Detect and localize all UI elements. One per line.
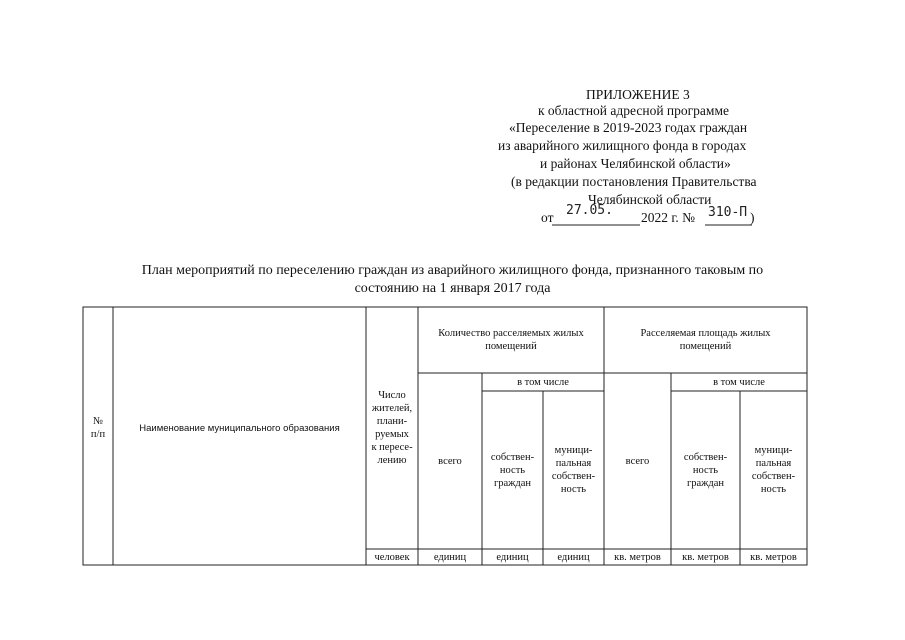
appendix-label: ПРИЛОЖЕНИЕ 3: [586, 87, 690, 102]
header-line-4: и районах Челябинской области»: [540, 156, 731, 171]
document-title-line-1: План мероприятий по переселению граждан из аварийного жилищного фонда, признанного таковым по: [141, 263, 764, 278]
unit-residents: человек: [374, 551, 410, 563]
incl-count-header: в том числе: [517, 376, 569, 388]
date-suffix: 2022 г. №: [641, 210, 696, 225]
group-count-header: Количество расселяемых жилых помещений: [438, 328, 584, 352]
unit-area-municipal: кв. метров: [750, 551, 797, 563]
unit-count-municipal: единиц: [557, 551, 590, 563]
date-prefix: от: [541, 210, 554, 225]
header-line-1: к областной адресной программе: [538, 103, 729, 118]
handwritten-number: 310-П: [708, 205, 748, 220]
closing-parenthesis: ): [750, 210, 755, 225]
unit-count-total: единиц: [433, 551, 467, 563]
count-municipal-header: муници- пальная собствен- ность: [551, 445, 596, 495]
header-line-6: Челябинской области: [588, 192, 712, 207]
area-municipal-header: муници- пальная собствен- ность: [751, 445, 796, 495]
header-line-3: из аварийного жилищного фонда в городах: [498, 138, 747, 153]
col-name-header: Наименование муниципального образования: [139, 422, 340, 434]
handwritten-date: 27.05.: [566, 203, 613, 218]
unit-count-citizens: единиц: [496, 551, 529, 563]
unit-area-citizens: кв. метров: [682, 551, 729, 563]
incl-area-header: в том числе: [713, 376, 765, 388]
area-total-header: всего: [625, 455, 650, 467]
header-line-2: «Переселение в 2019-2023 годах граждан: [509, 120, 748, 135]
col-number-header: № п/п: [90, 416, 106, 440]
count-citizens-header: собствен- ность граждан: [490, 451, 535, 489]
group-area-header: Расселяемая площадь жилых помещений: [640, 328, 771, 352]
header-line-5: (в редакции постановления Правительства: [511, 174, 757, 189]
col-residents-header: Число жителей, плани- руемых к пересе- лению: [371, 390, 413, 466]
document-title-line-2: состоянию на 1 января 2017 года: [354, 281, 551, 296]
unit-area-total: кв. метров: [614, 551, 661, 563]
area-citizens-header: собствен- ность граждан: [683, 451, 728, 489]
count-total-header: всего: [438, 455, 462, 467]
